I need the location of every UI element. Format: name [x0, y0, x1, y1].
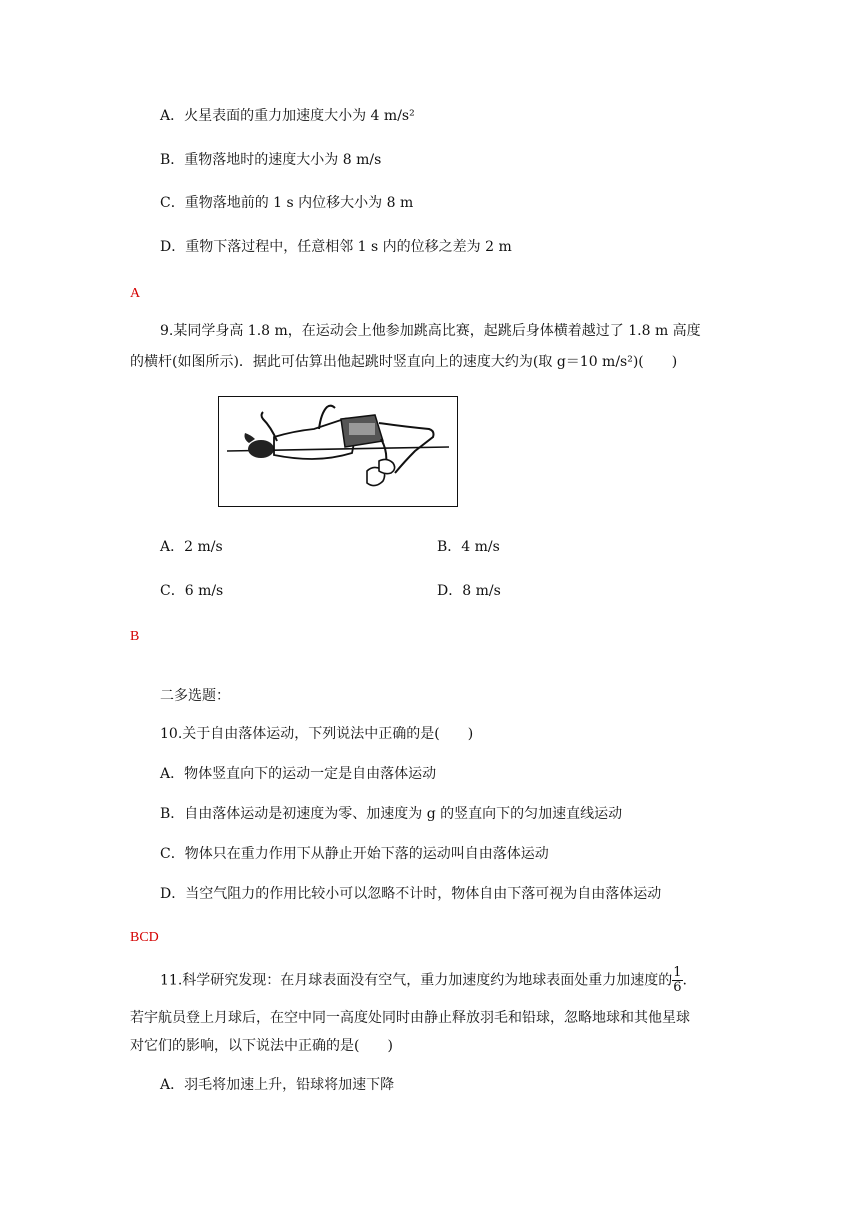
q11-stem-text: 11.科学研究发现：在月球表面没有空气，重力加速度约为地球表面处重力加速度的 [160, 972, 673, 989]
q8-option-b: B．重物落地时的速度大小为 8 m/s [160, 152, 382, 168]
q11-stem-line2: 若宇航员登上月球后，在空中同一高度处同时由静止释放羽毛和铅球，忽略地球和其他星球 [130, 1010, 690, 1026]
q8-option-a: A．火星表面的重力加速度大小为 4 m/s² [160, 108, 415, 124]
fraction-numerator: 1 [673, 965, 682, 980]
q9-option-d: D．8 m/s [437, 583, 501, 599]
q9-option-b: B．4 m/s [437, 539, 500, 555]
q11-stem-line3: 对它们的影响，以下说法中正确的是( ) [130, 1038, 393, 1054]
high-jump-figure [218, 396, 458, 507]
q10-answer: BCD [130, 930, 159, 945]
q9-stem-line2: 的横杆(如图所示)．据此可估算出他起跳时竖直向上的速度大约为(取 g＝10 m/s²)( ) [130, 354, 678, 370]
q10-stem: 10.关于自由落体运动，下列说法中正确的是( ) [160, 726, 474, 742]
fraction-denominator: 6 [673, 980, 682, 995]
q10-option-b: B．自由落体运动是初速度为零、加速度为 g 的竖直向下的匀加速直线运动 [160, 806, 623, 822]
fraction-one-sixth [672, 966, 682, 995]
section-title: 二多选题： [160, 688, 230, 704]
high-jumper-illustration [219, 397, 456, 505]
q11-option-a: A．羽毛将加速上升，铅球将加速下降 [160, 1077, 395, 1093]
q9-option-c: C．6 m/s [160, 583, 224, 599]
q8-answer: A [130, 286, 141, 301]
q9-answer: B [130, 629, 140, 644]
q9-stem-line1: 9.某同学身高 1.8 m，在运动会上他参加跳高比赛，起跳后身体横着越过了 1.8 m 高度 [160, 323, 701, 339]
q9-option-a: A．2 m/s [160, 539, 223, 555]
q8-option-d: D．重物下落过程中，任意相邻 1 s 内的位移之差为 2 m [160, 239, 512, 255]
q10-option-c: C．物体只在重力作用下从静止开始下落的运动叫自由落体运动 [160, 846, 549, 862]
fraction-period: . [682, 972, 687, 989]
q11-stem-line1 [160, 966, 687, 995]
q8-option-c: C．重物落地前的 1 s 内位移大小为 8 m [160, 195, 414, 211]
q10-option-a: A．物体竖直向下的运动一定是自由落体运动 [160, 766, 437, 782]
q10-option-d: D．当空气阻力的作用比较小可以忽略不计时，物体自由下落可视为自由落体运动 [160, 886, 662, 902]
